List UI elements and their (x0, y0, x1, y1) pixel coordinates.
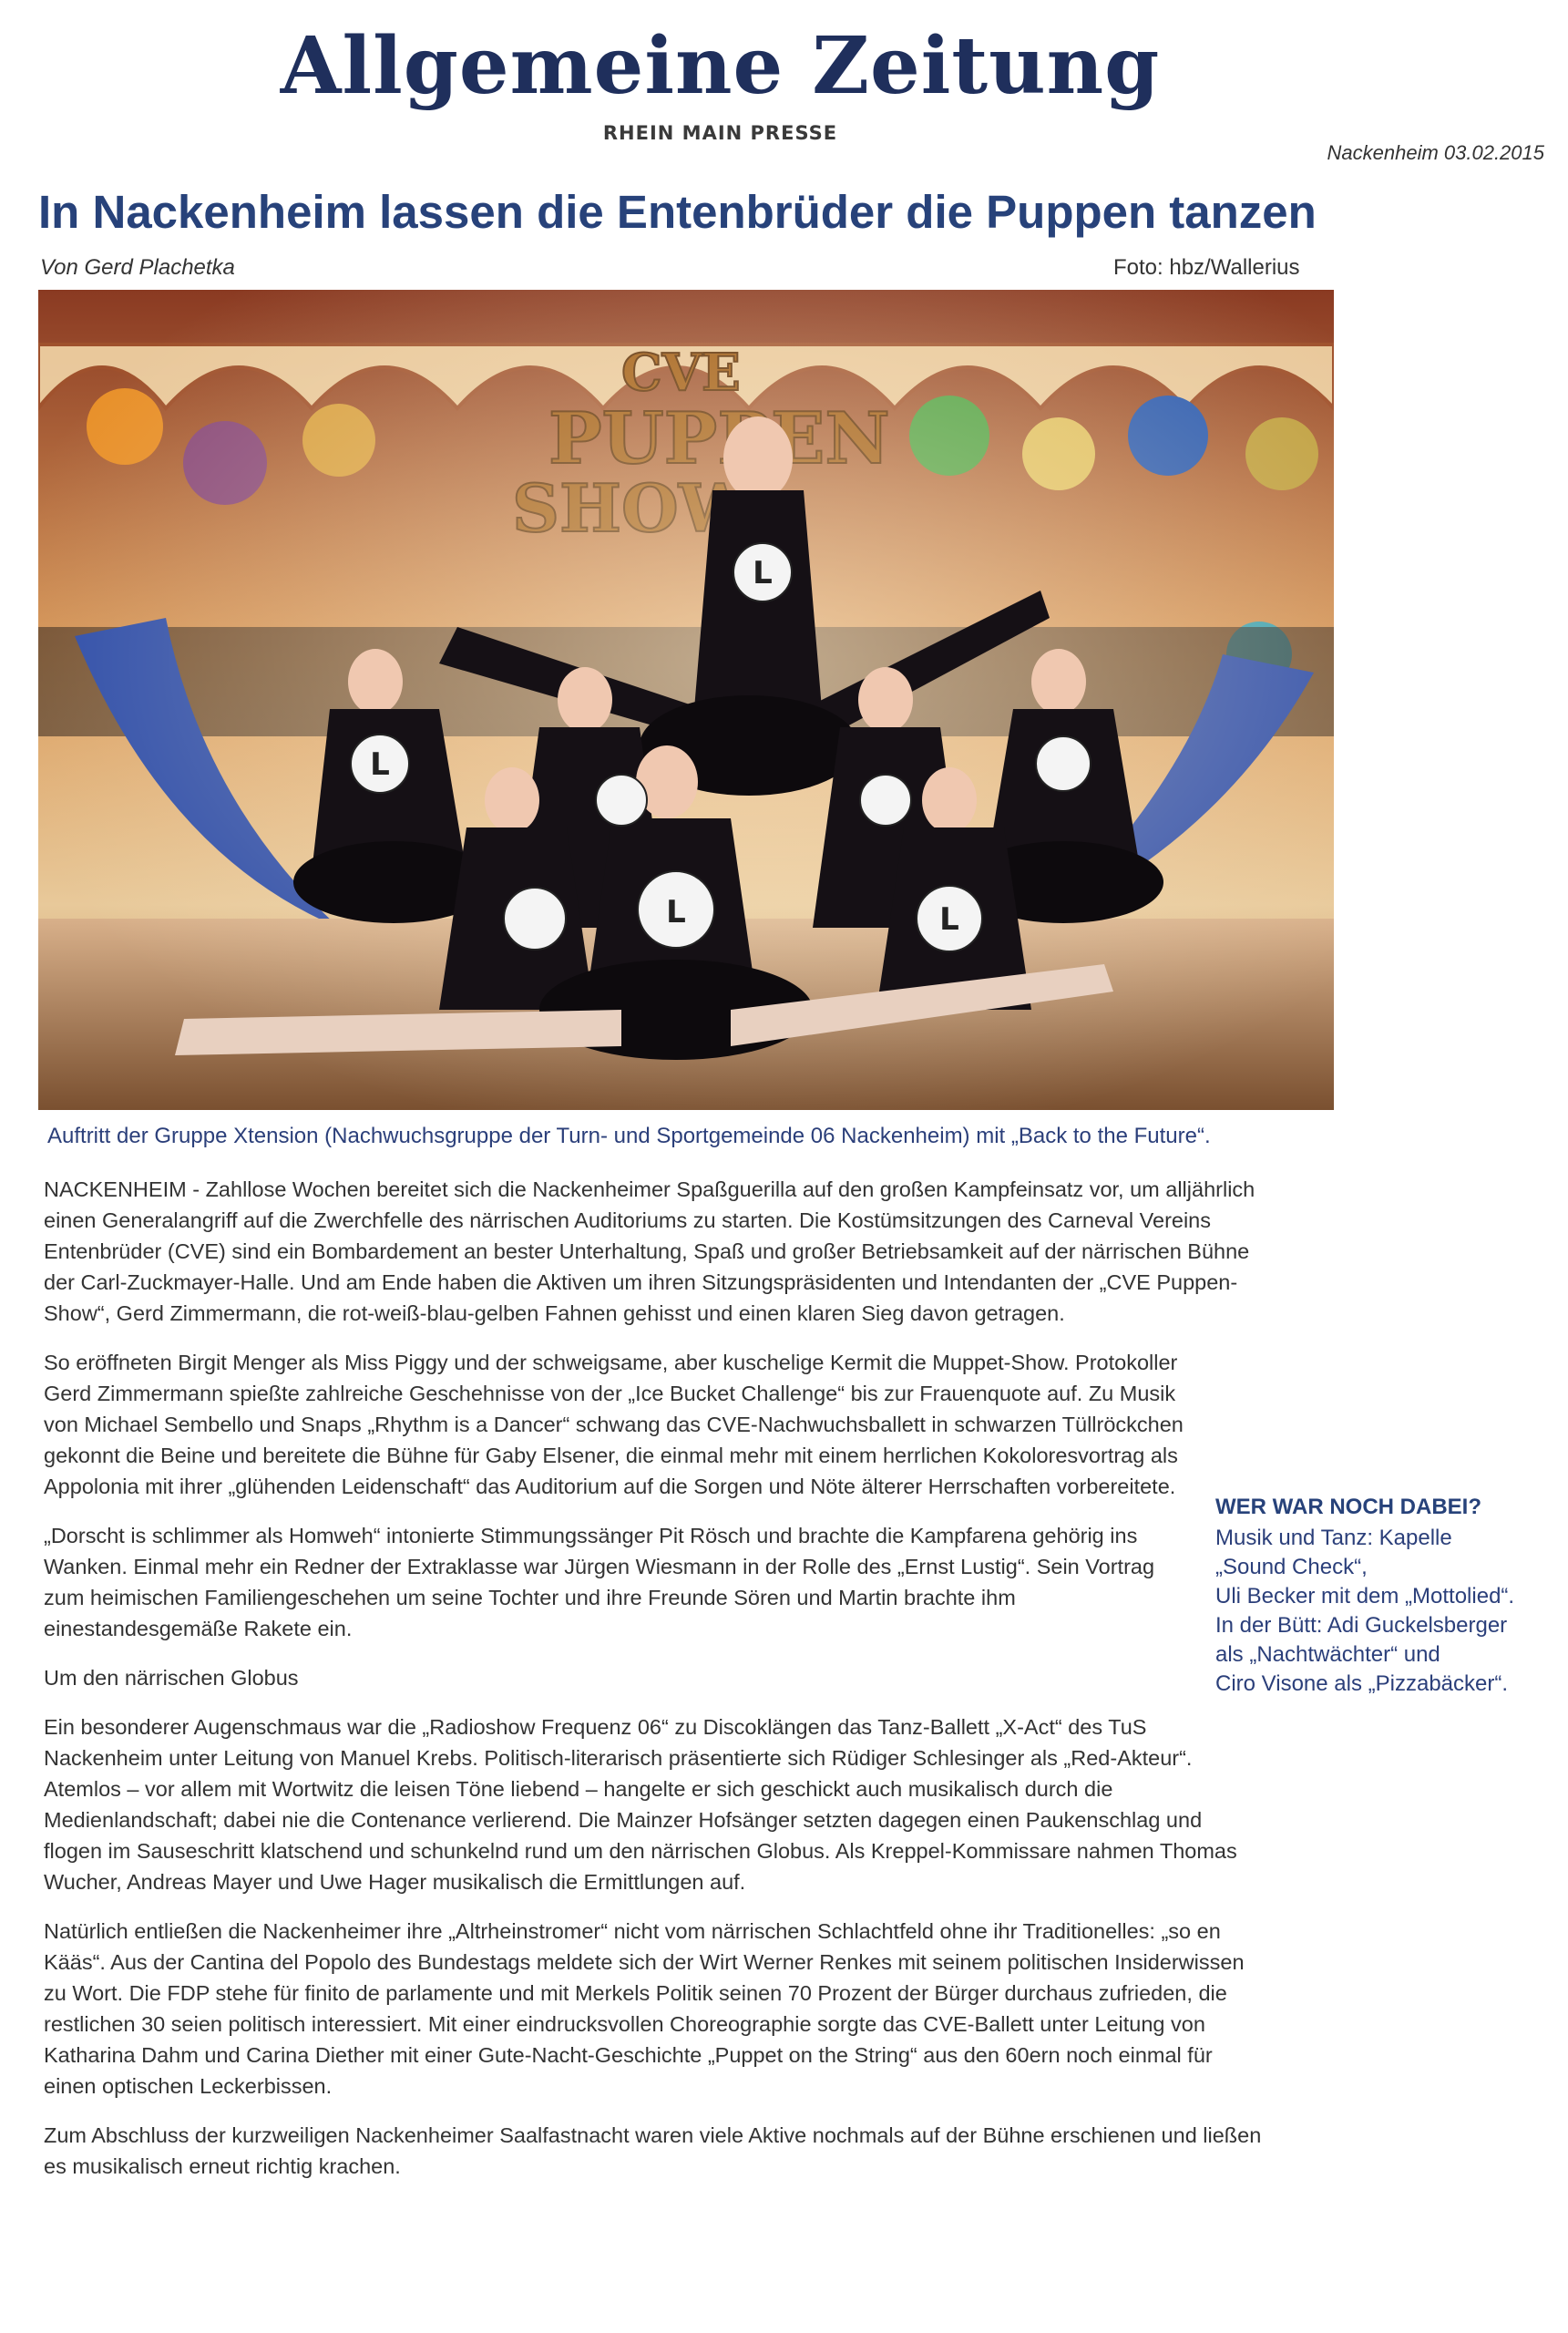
subheading: Um den närrischen Globus (44, 1666, 299, 1690)
costume-letter-1: L (753, 555, 773, 591)
sidebar-box (1215, 1493, 1553, 1699)
photo-caption: Auftritt der Gruppe Xtension (Nachwuchsgruppe der Turn- und Sportgemeinde 06 Nackenheim) mit „Back to the Future“. (47, 1124, 1211, 1148)
sidebar-line: Ciro Visone als „Pizzabäcker“. (1215, 1671, 1509, 1696)
dateline: Nackenheim 03.02.2015 (1327, 141, 1544, 164)
paragraph-4: Ein besonderer Augenschmaus war die „Radioshow Frequenz 06“ zu Discoklängen das Tanz-Ballett „X-Act“ des TuS Nackenheim unter Leitung von Manuel Krebs. Politisch-literarisch präsentierte sich Rüdiger Schlesinger als „Red-Akteur“. Atemlos – vor allem mit Wortwitz die leisen Töne liebend – hangelte er sich geschickt auch musikalisch durch die Medienlandschaft; dabei nie die Contenance verlierend. Die Mainzer Hofsänger setzten dagegen einen Paukenschlag und flogen im Sauseschritt klatschend und schunkelnd rund um den närrischen Globus. Als Kreppel-Kommissare nahmen Thomas Wucher, Andreas Mayer und Uwe Hager musikalisch die Ermittlungen auf. (44, 1715, 1237, 1894)
costume-letter-4: L (939, 901, 959, 938)
article-byline: Von Gerd Plachetka (40, 255, 235, 280)
photo-credit: Foto: hbz/Wallerius (1113, 255, 1300, 280)
paragraph-5: Natürlich entließen die Nackenheimer ihre „Altrheinstromer“ nicht vom närrischen Schlachtfeld ohne ihr Traditionelles: „so en Kääs“. Aus der Cantina del Popolo des Bundestags meldete sich der Wirt Werner Renkes mit seinem politischen Insiderwissen zu Wort. Die FDP stehe für finito de parlamente und mit Merkels Politik seinen 70 Prozent der Bürger durchaus zufrieden, die restlichen 30 seien politisch interessiert. Mit einer eindrucksvollen Choreographie sorgte das CVE-Ballett unter Leitung von Katharina Dahm und Carina Diether mit einer Gute-Nacht-Geschichte „Puppet on the String“ aus den 60ern noch einmal für einen optischen Leckerbissen. (44, 1919, 1245, 2098)
sidebar-line: „Sound Check“, (1215, 1555, 1368, 1579)
sidebar-line: In der Bütt: Adi Guckelsberger (1215, 1613, 1508, 1638)
newspaper-logo: Allgemeine Zeitung (280, 20, 1161, 112)
stage-photo-illustration (38, 290, 1334, 1110)
paragraph-3: „Dorscht is schlimmer als Homweh“ intonierte Stimmungssänger Pit Rösch und brachte die Kampfarena gehörig ins Wanken. Einmal mehr ein Redner der Extraklasse war Jürgen Wiesmann in der Rolle des „Ernst Lustig“. Sein Vortrag zum heimischen Familiengeschehen um seine Tochter und ihre Freunde Sören und Martin brachte ihm einestandesgemäße Rakete ein. (44, 1524, 1155, 1640)
article-headline: In Nackenheim lassen die Entenbrüder die Puppen tanzen (38, 186, 1317, 238)
article-body (44, 1174, 1265, 2200)
paragraph-6: Zum Abschluss der kurzweiligen Nackenheimer Saalfastnacht waren viele Aktive nochmals auf der Bühne erschienen und ließen es musikalisch erneut richtig krachen. (44, 2123, 1262, 2178)
sidebar-line: Musik und Tanz: Kapelle (1215, 1526, 1452, 1550)
sidebar-line: als „Nachtwächter“ und (1215, 1642, 1440, 1667)
sidebar-title: WER WAR NOCH DABEI? (1215, 1495, 1481, 1519)
costume-letter-2: L (370, 746, 390, 783)
paragraph-1: NACKENHEIM - Zahllose Wochen bereitet sich die Nackenheimer Spaßguerilla auf den großen Kampfeinsatz vor, um alljährlich einen Generalangriff auf die Zwerchfelle des närrischen Auditoriums zu starten. Die Kostümsitzungen des Carneval Vereins Entenbrüder (CVE) sind ein Bombardement an bester Unterhaltung, Spaß und großer Betriebsamkeit auf der närrischen Bühne der Carl-Zuckmayer-Halle. Und am Ende haben die Aktiven um ihren Sitzungspräsidenten und Intendanten der „CVE Puppen-Show“, Gerd Zimmermann, die rot-weiß-blau-gelben Fahnen gehisst und einen klaren Sieg davon getragen. (44, 1177, 1255, 1325)
masthead (0, 20, 1568, 144)
article-photo (38, 290, 1334, 1110)
paragraph-2: So eröffneten Birgit Menger als Miss Piggy und der schweigsame, aber kuschelige Kermit die Muppet-Show. Protokoller Gerd Zimmermann spießte zahlreiche Geschehnisse von der „Ice Bucket Challenge“ bis zur Frauenquote auf. Zu Musik von Michael Sembello und Snaps „Rhythm is a Dancer“ schwang das CVE-Nachwuchsballett in schwarzen Tüllröckchen gekonnt die Beine und bereitete die Bühne für Gaby Elsener, die einmal mehr mit einem herrlichen Kokoloresvortrag als Appolonia mit ihrer „glühenden Leidenschaft“ das Auditorium auf die Sorgen und Nöte älterer Herrschaften vorbereitete. (44, 1351, 1184, 1498)
newspaper-subtitle: RHEIN MAIN PRESSE (602, 122, 838, 144)
costume-letter-3: L (666, 894, 686, 930)
sidebar-line: Uli Becker mit dem „Mottolied“. (1215, 1584, 1515, 1608)
